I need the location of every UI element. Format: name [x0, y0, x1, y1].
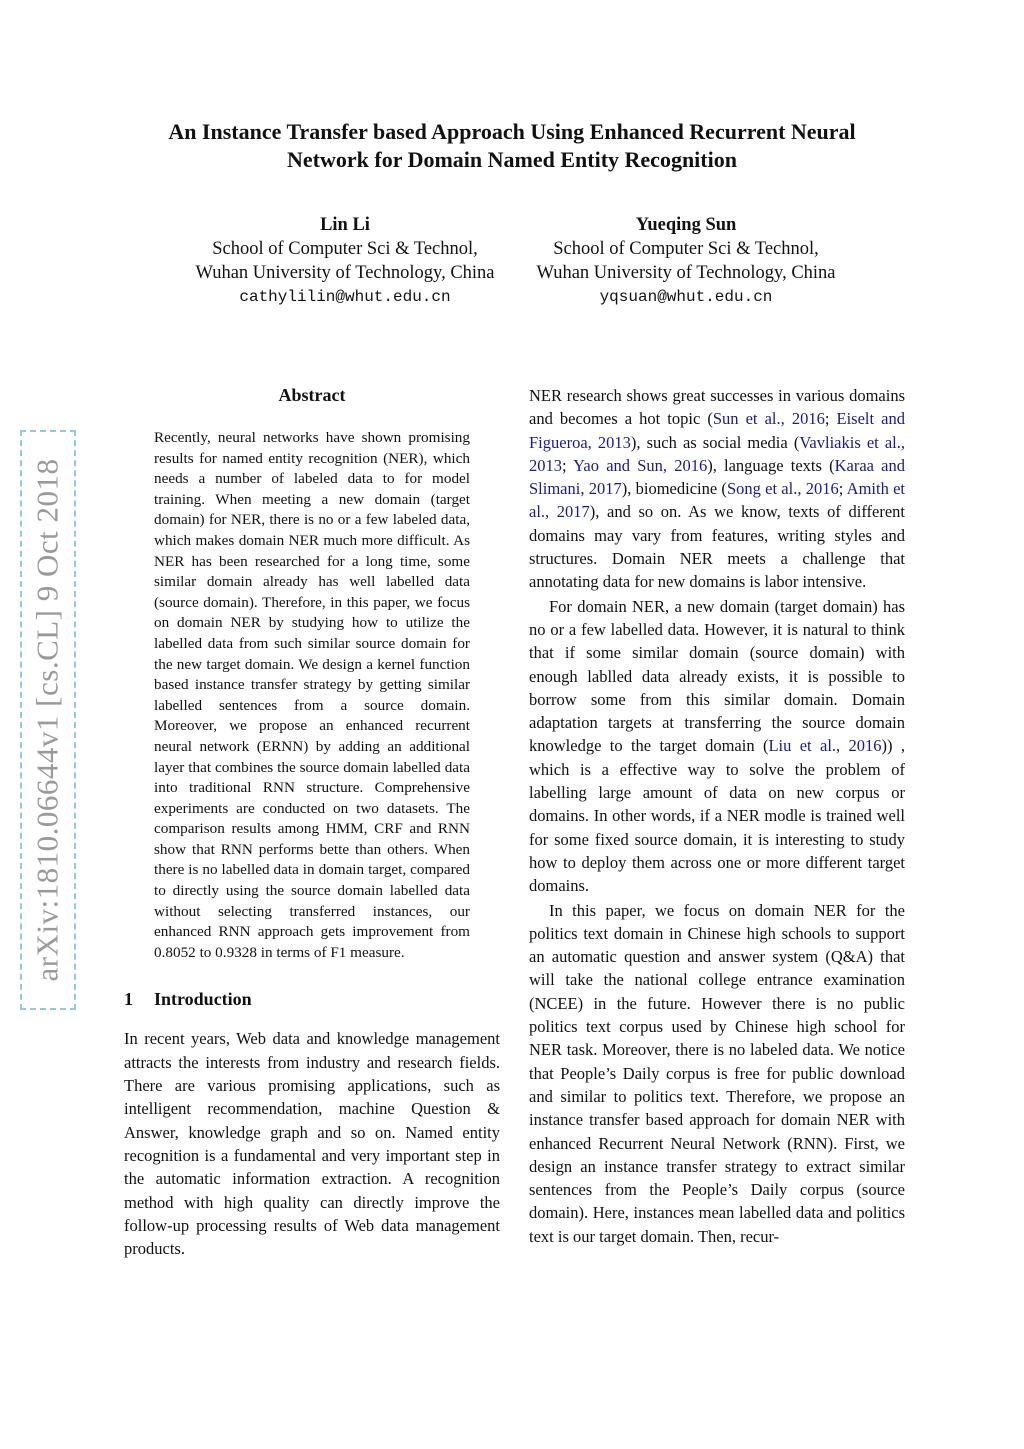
author-email[interactable]: cathylilin@whut.edu.cn: [239, 288, 451, 306]
citation-link[interactable]: Yao and Sun, 2016: [573, 455, 708, 475]
section-title: Introduction: [154, 989, 252, 1010]
left-column: [124, 383, 500, 1260]
citation-link[interactable]: Vavliakis et al., 2013: [529, 432, 906, 475]
arxiv-id: arXiv:1810.06644v1 [cs.CL] 9 Oct 2018: [30, 458, 66, 982]
author-block-1: [175, 213, 515, 309]
abstract-text: Recently, neural networks have shown promising results for named entity recognition (NER), which needs a number of labeled data to for model training. When meeting a new domain (target domain) for NER, there is no or a few labeled data, which makes domain NER much more difficult. As NER has been researched for a long time, some similar domain already has well labelled data (source domain). Therefore, in this paper, we focus on domain NER by studying how to utilize the labelled data from such similar source domain for the new target domain. We design a kernel function based instance transfer strategy by getting similar labelled sentences from a source domain. Moreover, we propose an enhanced recurrent neural network (ERNN) by adding an additional layer that combines the source domain labelled data into traditional RNN structure. Comprehensive experiments are conducted on two datasets. The comparison results among HMM, CRF and RNN show that RNN performs bette than others. When there is no labelled data in domain target, compared to directly using the source domain labelled data without selecting transferred instances, our enhanced RNN approach gets improvement from 0.8052 to 0.9328 in terms of F1 measure.: [154, 429, 470, 961]
author-university: Wuhan University of Technology, China: [536, 263, 836, 283]
author-university: Wuhan University of Technology, China: [195, 263, 495, 283]
author-block-2: [516, 213, 856, 309]
title-line-1: An Instance Transfer based Approach Using Enhanced Recurrent Neural: [168, 119, 856, 144]
author-affiliation: School of Computer Sci & Technol,: [212, 239, 478, 259]
title-line-2: Network for Domain Named Entity Recognition: [287, 147, 737, 172]
author-affiliation: School of Computer Sci & Technol,: [553, 239, 819, 259]
intro-paragraph-4: In this paper, we focus on domain NER for the politics text domain in Chinese high schools to support an automatic question and answer system (Q&A) that will take the national college entrance examination (NCEE) in the future. However there is no public politics text corpus used by Chinese high school for NER task. Moreover, there is no labeled data. We notice that People’s Daily corpus is free for public download and similar to politics text. Therefore, we propose an instance transfer based approach for domain NER with enhanced Recurrent Neural Network (RNN). First, we design an instance transfer strategy to extract similar sentences from the People’s Daily corpus (source domain). Here, instances mean labelled data and politics text is our target domain. Then, recur-: [529, 900, 905, 1246]
section-number: 1: [124, 989, 133, 1010]
citation-link[interactable]: Eiselt and Figueroa, 2013: [529, 409, 905, 452]
paper-title: [100, 118, 924, 174]
right-column: [529, 384, 905, 1248]
author-email[interactable]: yqsuan@whut.edu.cn: [599, 288, 773, 306]
citation-link[interactable]: Song et al., 2016: [726, 479, 839, 499]
citation-link[interactable]: Liu et al., 2016: [768, 736, 882, 756]
section-heading-introduction: [124, 987, 500, 1011]
arxiv-stamp: [20, 430, 76, 1010]
citation-link[interactable]: Sun et al., 2016: [712, 409, 825, 429]
author-name: Lin Li: [320, 215, 370, 235]
author-name: Yueqing Sun: [635, 215, 737, 235]
abstract-heading: Abstract: [278, 385, 346, 405]
intro-paragraph-3: For domain NER, a new domain (target domain) has no or a few labelled data. However, it is natural to think that if some similar domain (source domain) with enough lablled data already exists, it is possible to borrow some from this similar domain. Domain adaptation targets at transferring the source domain knowledge to the target domain (Liu et al., 2016)) , which is a effective way to solve the problem of labelling large amount of data on new corpus or domains. In other words, if a NER modle is trained well for some fixed source domain, it is interesting to study how to deploy them across one or more different target domains.: [529, 596, 905, 896]
citation-link[interactable]: Karaa and Slimani, 2017: [529, 455, 905, 499]
citation-link[interactable]: Amith et al., 2017: [529, 479, 905, 522]
intro-paragraph-2: NER research shows great successes in various domains and becomes a hot topic (Sun et al., 2016; Eiselt and Figueroa, 2013), such as social media (Vavliakis et al., 2013; Yao and Sun, 2016), language texts (Karaa and Slimani, 2017), biomedicine (Song et al., 2016; Amith et al., 2017), and so on. As we know, texts of different domains may vary from features, writing styles and structures. Domain NER meets a challenge that annotating data for new domains is labor intensive.: [529, 386, 906, 592]
intro-paragraph-1: In recent years, Web data and knowledge management attracts the interests from industry and research fields. There are various promising applications, such as intelligent recommendation, machine Question & Answer, knowledge graph and so on. Named entity recognition is a fundamental and very important step in the automatic information extraction. A recognition method with high quality can directly improve the follow-up processing results of Web data management products.: [124, 1029, 500, 1259]
